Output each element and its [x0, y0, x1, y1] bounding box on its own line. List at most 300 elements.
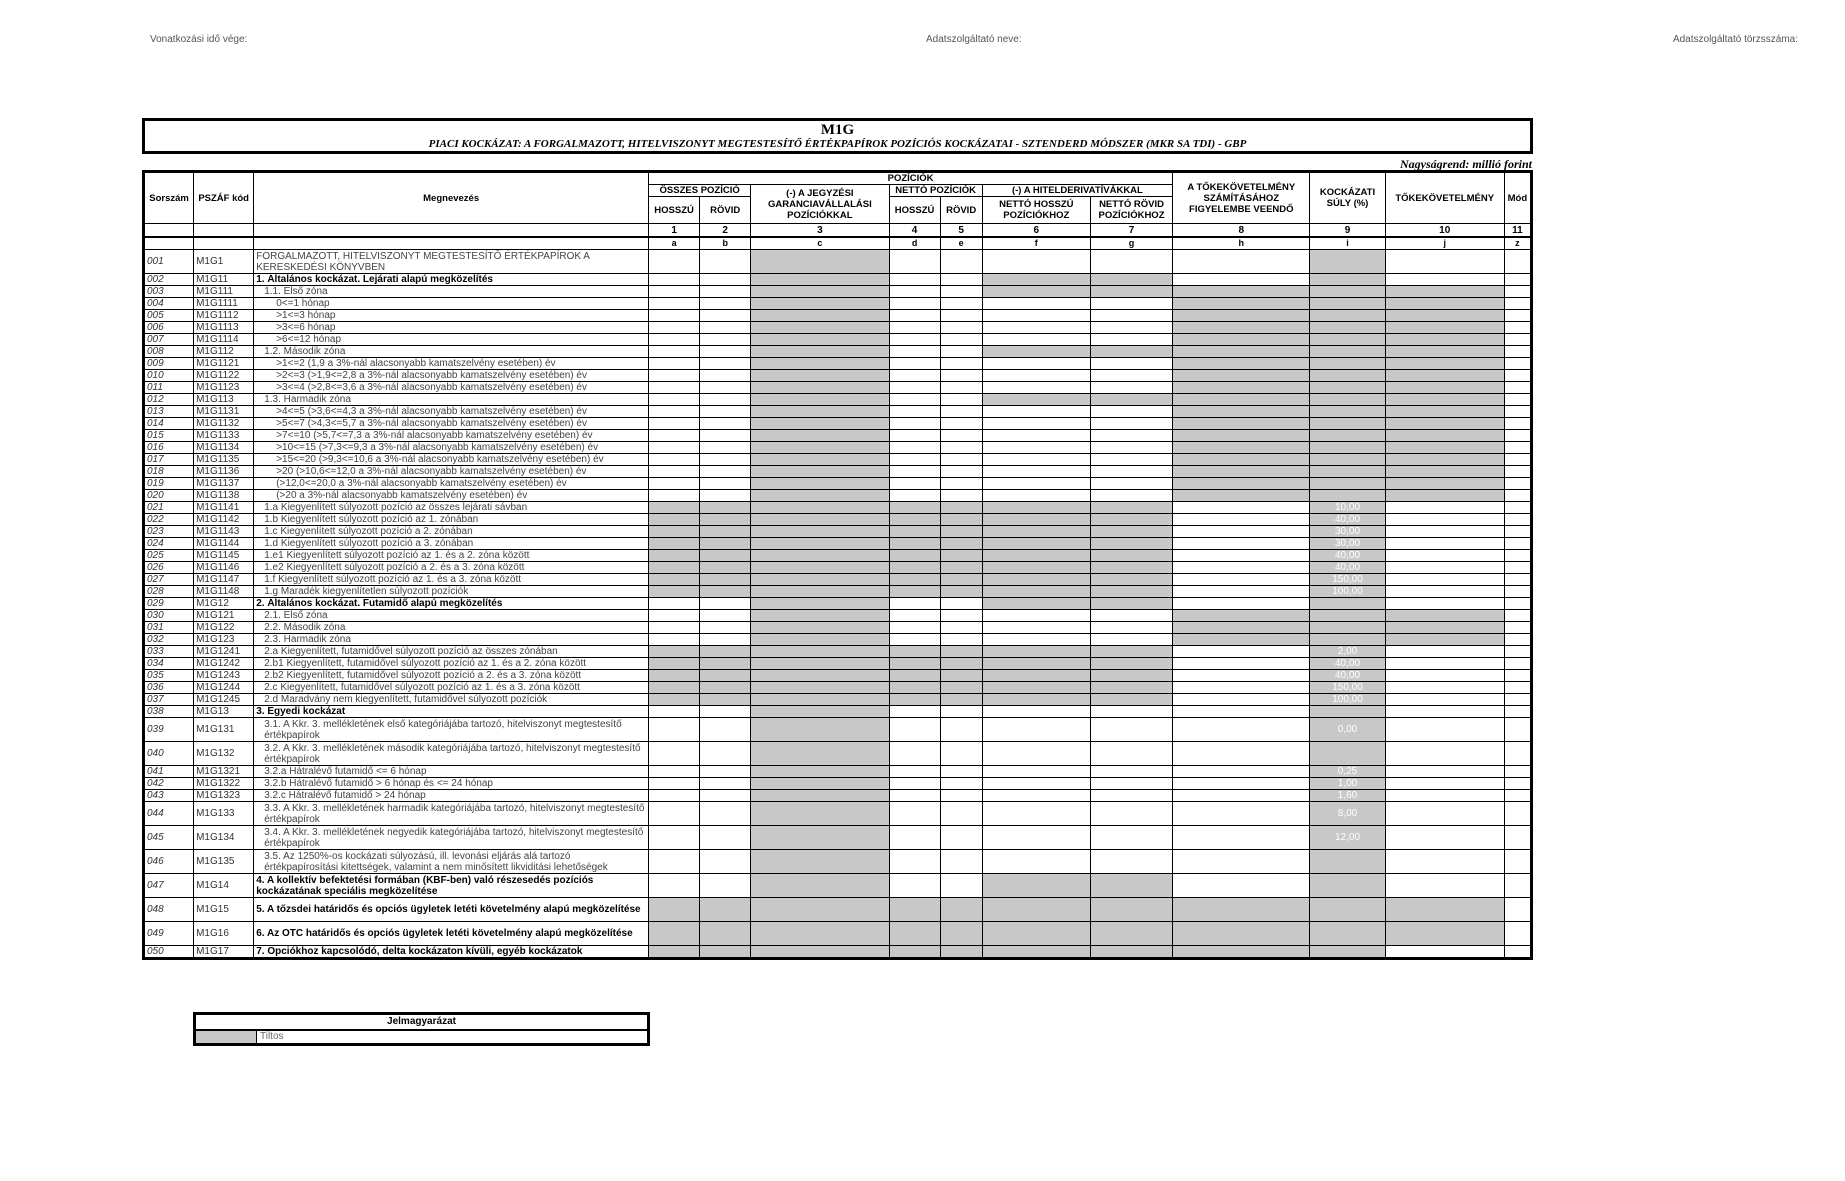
- input-cell[interactable]: [1090, 430, 1172, 442]
- input-cell[interactable]: [1504, 718, 1531, 742]
- input-cell[interactable]: [889, 610, 940, 622]
- input-cell[interactable]: [1385, 850, 1504, 874]
- input-cell[interactable]: [649, 274, 700, 286]
- input-cell[interactable]: [700, 274, 751, 286]
- input-cell[interactable]: [649, 778, 700, 790]
- input-cell[interactable]: [1504, 610, 1531, 622]
- input-cell[interactable]: [700, 742, 751, 766]
- input-cell[interactable]: [889, 430, 940, 442]
- input-cell[interactable]: [1173, 778, 1310, 790]
- input-cell[interactable]: [940, 430, 982, 442]
- input-cell[interactable]: [940, 874, 982, 898]
- input-cell[interactable]: [1173, 562, 1310, 574]
- input-cell[interactable]: [1385, 874, 1504, 898]
- input-cell[interactable]: [1385, 766, 1504, 778]
- input-cell[interactable]: [889, 322, 940, 334]
- input-cell[interactable]: [1173, 874, 1310, 898]
- input-cell[interactable]: [1173, 766, 1310, 778]
- input-cell[interactable]: [649, 598, 700, 610]
- input-cell[interactable]: [649, 418, 700, 430]
- input-cell[interactable]: [649, 802, 700, 826]
- input-cell[interactable]: [1173, 586, 1310, 598]
- disabled-cell: [700, 670, 751, 682]
- input-cell[interactable]: [889, 490, 940, 502]
- input-cell[interactable]: [982, 454, 1090, 466]
- input-cell[interactable]: [1173, 694, 1310, 706]
- input-cell[interactable]: [889, 742, 940, 766]
- input-cell[interactable]: [700, 610, 751, 622]
- input-cell[interactable]: [1173, 742, 1310, 766]
- input-cell[interactable]: [649, 358, 700, 370]
- input-cell[interactable]: [649, 382, 700, 394]
- input-cell[interactable]: [1173, 574, 1310, 586]
- input-cell[interactable]: [1504, 598, 1531, 610]
- input-cell[interactable]: [1090, 298, 1172, 310]
- input-cell[interactable]: [940, 370, 982, 382]
- disabled-cell: [649, 922, 700, 946]
- input-cell[interactable]: [1090, 718, 1172, 742]
- input-cell[interactable]: [940, 298, 982, 310]
- input-cell[interactable]: [940, 598, 982, 610]
- input-cell[interactable]: [1385, 658, 1504, 670]
- input-cell[interactable]: [889, 406, 940, 418]
- input-cell[interactable]: [889, 598, 940, 610]
- input-cell[interactable]: [1504, 478, 1531, 490]
- input-cell[interactable]: [1385, 514, 1504, 526]
- input-cell[interactable]: [1504, 874, 1531, 898]
- input-cell[interactable]: [1090, 382, 1172, 394]
- input-cell[interactable]: [1090, 442, 1172, 454]
- input-cell[interactable]: [1385, 526, 1504, 538]
- input-cell[interactable]: [982, 370, 1090, 382]
- input-cell[interactable]: [1173, 718, 1310, 742]
- input-cell[interactable]: [1385, 646, 1504, 658]
- input-cell[interactable]: [649, 766, 700, 778]
- input-cell[interactable]: [940, 250, 982, 274]
- input-cell[interactable]: [889, 394, 940, 406]
- input-cell[interactable]: [1504, 898, 1531, 922]
- input-cell[interactable]: [1385, 574, 1504, 586]
- input-cell[interactable]: [649, 490, 700, 502]
- input-cell[interactable]: [940, 742, 982, 766]
- input-cell[interactable]: [1173, 826, 1310, 850]
- input-cell[interactable]: [982, 766, 1090, 778]
- input-cell[interactable]: [1090, 466, 1172, 478]
- input-cell[interactable]: [1385, 742, 1504, 766]
- input-cell[interactable]: [700, 766, 751, 778]
- input-cell[interactable]: [1385, 946, 1504, 959]
- input-cell[interactable]: [1090, 706, 1172, 718]
- input-cell[interactable]: [889, 346, 940, 358]
- input-cell[interactable]: [1385, 250, 1504, 274]
- input-cell[interactable]: [1504, 454, 1531, 466]
- input-cell[interactable]: [982, 610, 1090, 622]
- input-cell[interactable]: [982, 334, 1090, 346]
- input-cell[interactable]: [982, 406, 1090, 418]
- input-cell[interactable]: [1173, 514, 1310, 526]
- input-cell[interactable]: [889, 718, 940, 742]
- input-cell[interactable]: [982, 418, 1090, 430]
- input-cell[interactable]: [649, 742, 700, 766]
- input-cell[interactable]: [700, 874, 751, 898]
- input-cell[interactable]: [649, 250, 700, 274]
- input-cell[interactable]: [649, 454, 700, 466]
- input-cell[interactable]: [940, 418, 982, 430]
- input-cell[interactable]: [889, 874, 940, 898]
- input-cell[interactable]: [1090, 334, 1172, 346]
- input-cell[interactable]: [940, 790, 982, 802]
- input-cell[interactable]: [1385, 586, 1504, 598]
- input-cell[interactable]: [982, 430, 1090, 442]
- input-cell[interactable]: [940, 394, 982, 406]
- input-cell[interactable]: [889, 622, 940, 634]
- input-cell[interactable]: [700, 250, 751, 274]
- input-cell[interactable]: [1504, 370, 1531, 382]
- input-cell[interactable]: [982, 310, 1090, 322]
- input-cell[interactable]: [1173, 646, 1310, 658]
- input-cell[interactable]: [1504, 310, 1531, 322]
- input-cell[interactable]: [889, 850, 940, 874]
- input-cell[interactable]: [649, 310, 700, 322]
- input-cell[interactable]: [1504, 322, 1531, 334]
- input-cell[interactable]: [1504, 634, 1531, 646]
- input-cell[interactable]: [889, 418, 940, 430]
- input-cell[interactable]: [1504, 946, 1531, 959]
- input-cell[interactable]: [1173, 850, 1310, 874]
- input-cell[interactable]: [700, 334, 751, 346]
- input-cell[interactable]: [1385, 274, 1504, 286]
- input-cell[interactable]: [940, 346, 982, 358]
- input-cell[interactable]: [940, 454, 982, 466]
- input-cell[interactable]: [1173, 538, 1310, 550]
- input-cell[interactable]: [700, 406, 751, 418]
- input-cell[interactable]: [982, 298, 1090, 310]
- input-cell[interactable]: [1504, 742, 1531, 766]
- input-cell[interactable]: [1090, 418, 1172, 430]
- input-cell[interactable]: [1173, 682, 1310, 694]
- input-cell[interactable]: [700, 322, 751, 334]
- input-cell[interactable]: [1504, 658, 1531, 670]
- input-cell[interactable]: [889, 634, 940, 646]
- input-cell[interactable]: [700, 790, 751, 802]
- input-cell[interactable]: [1504, 502, 1531, 514]
- input-cell[interactable]: [940, 442, 982, 454]
- input-cell[interactable]: [1504, 694, 1531, 706]
- input-cell[interactable]: [1090, 310, 1172, 322]
- input-cell[interactable]: [1504, 490, 1531, 502]
- input-cell[interactable]: [649, 718, 700, 742]
- input-cell[interactable]: [1090, 766, 1172, 778]
- input-cell[interactable]: [1504, 286, 1531, 298]
- input-cell[interactable]: [940, 850, 982, 874]
- input-cell[interactable]: [940, 406, 982, 418]
- input-cell[interactable]: [1090, 370, 1172, 382]
- input-cell[interactable]: [982, 478, 1090, 490]
- input-cell[interactable]: [982, 250, 1090, 274]
- input-cell[interactable]: [700, 286, 751, 298]
- input-cell[interactable]: [1504, 622, 1531, 634]
- input-cell[interactable]: [1090, 322, 1172, 334]
- input-cell[interactable]: [982, 826, 1090, 850]
- input-cell[interactable]: [1504, 562, 1531, 574]
- input-cell[interactable]: [940, 622, 982, 634]
- input-cell[interactable]: [889, 334, 940, 346]
- input-cell[interactable]: [889, 358, 940, 370]
- table-row: [144, 382, 1532, 394]
- row-name: >3<=4 (>2,8<=3,6 a 3%-nál alacsonyabb kamatszelvény esetében) év: [254, 382, 649, 394]
- input-cell[interactable]: [700, 598, 751, 610]
- input-cell[interactable]: [889, 250, 940, 274]
- input-cell[interactable]: [700, 622, 751, 634]
- input-cell[interactable]: [940, 718, 982, 742]
- input-cell[interactable]: [700, 466, 751, 478]
- input-cell[interactable]: [1173, 658, 1310, 670]
- input-cell[interactable]: [940, 322, 982, 334]
- input-cell[interactable]: [1504, 586, 1531, 598]
- input-cell[interactable]: [649, 466, 700, 478]
- input-cell[interactable]: [889, 298, 940, 310]
- input-cell[interactable]: [1090, 490, 1172, 502]
- input-cell[interactable]: [889, 766, 940, 778]
- input-cell[interactable]: [940, 706, 982, 718]
- input-cell[interactable]: [649, 406, 700, 418]
- input-cell[interactable]: [1504, 706, 1531, 718]
- input-cell[interactable]: [889, 310, 940, 322]
- input-cell[interactable]: [1090, 610, 1172, 622]
- input-cell[interactable]: [1504, 682, 1531, 694]
- input-cell[interactable]: [1504, 250, 1531, 274]
- input-cell[interactable]: [1173, 598, 1310, 610]
- input-cell[interactable]: [649, 286, 700, 298]
- input-cell[interactable]: [940, 766, 982, 778]
- input-cell[interactable]: [1385, 682, 1504, 694]
- input-cell[interactable]: [649, 394, 700, 406]
- input-cell[interactable]: [1385, 694, 1504, 706]
- input-cell[interactable]: [982, 634, 1090, 646]
- input-cell[interactable]: [940, 358, 982, 370]
- input-cell[interactable]: [1504, 778, 1531, 790]
- input-cell[interactable]: [889, 466, 940, 478]
- input-cell[interactable]: [700, 826, 751, 850]
- input-cell[interactable]: [700, 478, 751, 490]
- input-cell[interactable]: [1090, 850, 1172, 874]
- input-cell[interactable]: [1504, 922, 1531, 946]
- input-cell[interactable]: [1090, 622, 1172, 634]
- input-cell[interactable]: [1090, 250, 1172, 274]
- input-cell[interactable]: [1504, 430, 1531, 442]
- input-cell[interactable]: [649, 622, 700, 634]
- input-cell[interactable]: [982, 466, 1090, 478]
- input-cell[interactable]: [889, 790, 940, 802]
- input-cell[interactable]: [700, 706, 751, 718]
- input-cell[interactable]: [982, 742, 1090, 766]
- input-cell[interactable]: [940, 466, 982, 478]
- input-cell[interactable]: [1173, 706, 1310, 718]
- input-cell[interactable]: [940, 286, 982, 298]
- input-cell[interactable]: [649, 478, 700, 490]
- input-cell[interactable]: [1090, 790, 1172, 802]
- input-cell[interactable]: [940, 610, 982, 622]
- input-cell[interactable]: [982, 322, 1090, 334]
- input-cell[interactable]: [940, 826, 982, 850]
- input-cell[interactable]: [1090, 406, 1172, 418]
- input-cell[interactable]: [700, 442, 751, 454]
- input-cell[interactable]: [1504, 766, 1531, 778]
- input-cell[interactable]: [889, 826, 940, 850]
- input-cell[interactable]: [940, 778, 982, 790]
- input-cell[interactable]: [1173, 802, 1310, 826]
- input-cell[interactable]: [1385, 706, 1504, 718]
- input-cell[interactable]: [649, 370, 700, 382]
- input-cell[interactable]: [1504, 358, 1531, 370]
- input-cell[interactable]: [649, 610, 700, 622]
- input-cell[interactable]: [940, 802, 982, 826]
- input-cell[interactable]: [982, 778, 1090, 790]
- input-cell[interactable]: [889, 382, 940, 394]
- input-cell[interactable]: [700, 394, 751, 406]
- input-cell[interactable]: [1504, 466, 1531, 478]
- input-cell[interactable]: [700, 490, 751, 502]
- input-cell[interactable]: [1504, 346, 1531, 358]
- input-cell[interactable]: [1504, 574, 1531, 586]
- input-cell[interactable]: [649, 298, 700, 310]
- input-cell[interactable]: [982, 442, 1090, 454]
- input-cell[interactable]: [1173, 790, 1310, 802]
- input-cell[interactable]: [1385, 778, 1504, 790]
- input-cell[interactable]: [1090, 634, 1172, 646]
- input-cell[interactable]: [649, 322, 700, 334]
- input-cell[interactable]: [1385, 550, 1504, 562]
- input-cell[interactable]: [1090, 778, 1172, 790]
- input-cell[interactable]: [1385, 802, 1504, 826]
- input-cell[interactable]: [1504, 274, 1531, 286]
- input-cell[interactable]: [1504, 514, 1531, 526]
- input-cell[interactable]: [1173, 526, 1310, 538]
- input-cell[interactable]: [649, 850, 700, 874]
- input-cell[interactable]: [700, 382, 751, 394]
- input-cell[interactable]: [982, 790, 1090, 802]
- input-cell[interactable]: [1385, 502, 1504, 514]
- input-cell[interactable]: [700, 718, 751, 742]
- input-cell[interactable]: [889, 478, 940, 490]
- input-cell[interactable]: [1090, 358, 1172, 370]
- input-cell[interactable]: [700, 346, 751, 358]
- input-cell[interactable]: [700, 850, 751, 874]
- input-cell[interactable]: [649, 346, 700, 358]
- input-cell[interactable]: [700, 454, 751, 466]
- input-cell[interactable]: [1173, 670, 1310, 682]
- input-cell[interactable]: [1385, 718, 1504, 742]
- input-cell[interactable]: [1173, 250, 1310, 274]
- input-cell[interactable]: [1504, 442, 1531, 454]
- disabled-cell: [1173, 622, 1310, 634]
- input-cell[interactable]: [982, 358, 1090, 370]
- input-cell[interactable]: [649, 790, 700, 802]
- input-cell[interactable]: [889, 706, 940, 718]
- input-cell[interactable]: [1090, 478, 1172, 490]
- input-cell[interactable]: [649, 874, 700, 898]
- input-cell[interactable]: [1504, 394, 1531, 406]
- input-cell[interactable]: [889, 454, 940, 466]
- input-cell[interactable]: [1385, 562, 1504, 574]
- input-cell[interactable]: [700, 310, 751, 322]
- input-cell[interactable]: [982, 382, 1090, 394]
- input-cell[interactable]: [1173, 502, 1310, 514]
- input-cell[interactable]: [649, 634, 700, 646]
- input-cell[interactable]: [1504, 646, 1531, 658]
- input-cell[interactable]: [940, 634, 982, 646]
- input-cell[interactable]: [1090, 826, 1172, 850]
- input-cell[interactable]: [982, 622, 1090, 634]
- input-cell[interactable]: [1090, 742, 1172, 766]
- input-cell[interactable]: [649, 430, 700, 442]
- input-cell[interactable]: [1504, 550, 1531, 562]
- input-cell[interactable]: [1385, 538, 1504, 550]
- input-cell[interactable]: [889, 274, 940, 286]
- input-cell[interactable]: [700, 802, 751, 826]
- input-cell[interactable]: [649, 826, 700, 850]
- input-cell[interactable]: [700, 358, 751, 370]
- input-cell[interactable]: [649, 334, 700, 346]
- input-cell[interactable]: [1090, 802, 1172, 826]
- input-cell[interactable]: [1504, 526, 1531, 538]
- input-cell[interactable]: [940, 382, 982, 394]
- input-cell[interactable]: [1504, 418, 1531, 430]
- input-cell[interactable]: [889, 286, 940, 298]
- input-cell[interactable]: [982, 490, 1090, 502]
- input-cell[interactable]: [982, 802, 1090, 826]
- input-cell[interactable]: [940, 334, 982, 346]
- input-cell[interactable]: [1504, 826, 1531, 850]
- input-cell[interactable]: [1385, 790, 1504, 802]
- input-cell[interactable]: [1504, 670, 1531, 682]
- input-cell[interactable]: [1504, 334, 1531, 346]
- input-cell[interactable]: [1385, 670, 1504, 682]
- input-cell[interactable]: [940, 490, 982, 502]
- input-cell[interactable]: [1504, 802, 1531, 826]
- input-cell[interactable]: [1504, 298, 1531, 310]
- input-cell[interactable]: [700, 370, 751, 382]
- input-cell[interactable]: [649, 706, 700, 718]
- input-cell[interactable]: [1504, 382, 1531, 394]
- input-cell[interactable]: [889, 802, 940, 826]
- input-cell[interactable]: [700, 634, 751, 646]
- input-cell[interactable]: [1504, 790, 1531, 802]
- input-cell[interactable]: [700, 298, 751, 310]
- input-cell[interactable]: [700, 430, 751, 442]
- input-cell[interactable]: [940, 478, 982, 490]
- input-cell[interactable]: [1385, 826, 1504, 850]
- input-cell[interactable]: [940, 274, 982, 286]
- input-cell[interactable]: [1090, 454, 1172, 466]
- input-cell[interactable]: [649, 442, 700, 454]
- input-cell[interactable]: [700, 418, 751, 430]
- input-cell[interactable]: [1504, 538, 1531, 550]
- input-cell[interactable]: [1385, 598, 1504, 610]
- input-cell[interactable]: [940, 310, 982, 322]
- input-cell[interactable]: [700, 778, 751, 790]
- input-cell[interactable]: [889, 778, 940, 790]
- input-cell[interactable]: [1504, 406, 1531, 418]
- input-cell[interactable]: [982, 850, 1090, 874]
- input-cell[interactable]: [1173, 274, 1310, 286]
- input-cell[interactable]: [1173, 550, 1310, 562]
- input-cell[interactable]: [889, 442, 940, 454]
- input-cell[interactable]: [982, 706, 1090, 718]
- input-cell[interactable]: [1504, 850, 1531, 874]
- input-cell[interactable]: [889, 370, 940, 382]
- input-cell[interactable]: [982, 718, 1090, 742]
